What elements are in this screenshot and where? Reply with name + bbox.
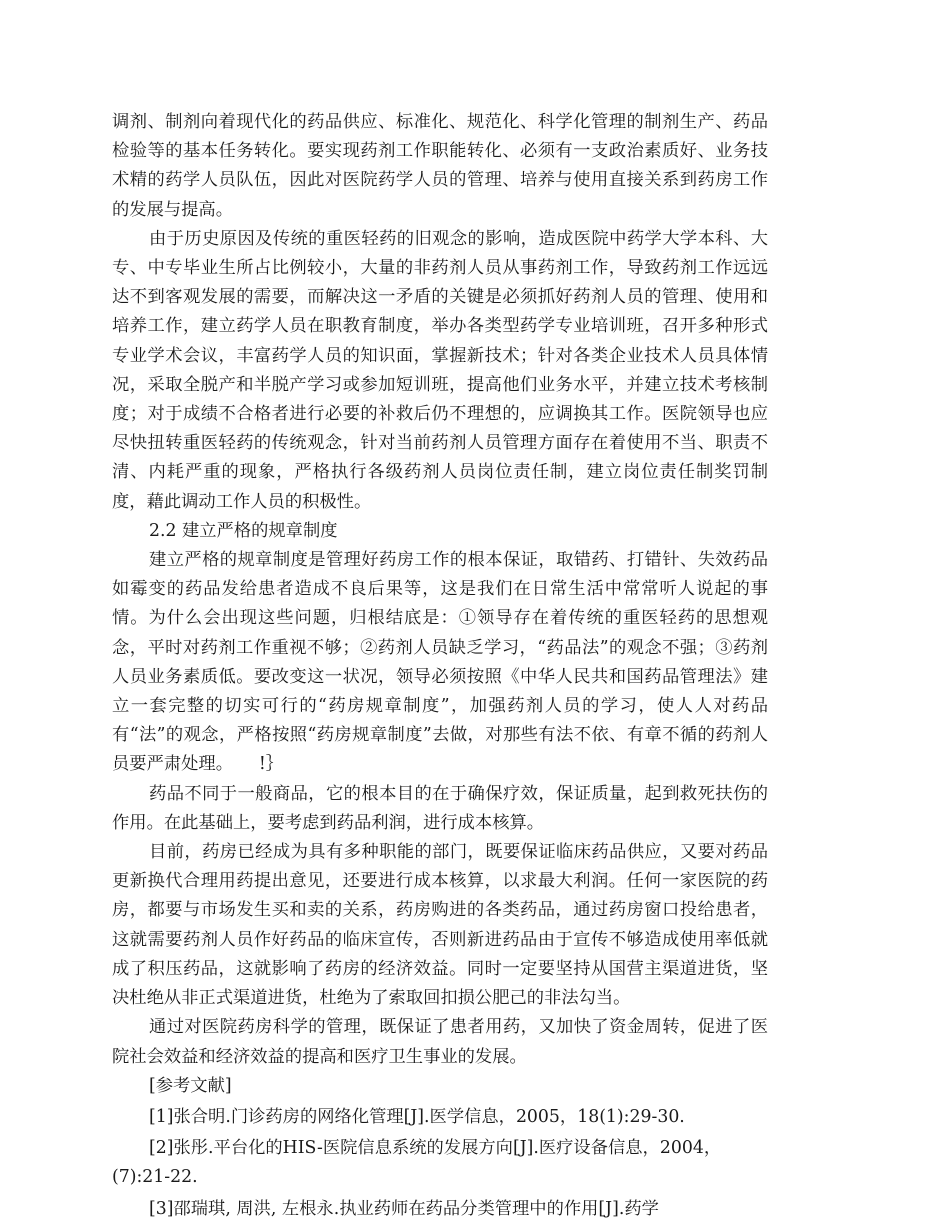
paragraph-drug-purpose: 药品不同于一般商品，它的根本目的在于确保疗效，保证质量，起到救死扶伤的作用。在此基础上，要考虑到药品利润，进行成本核算。 — [112, 783, 768, 833]
paragraph-staff-training: 由于历史原因及传统的重医轻药的旧观念的影响，造成医院中药学大学本科、大专、中专毕业生所占比例较小，大量的非药剂人员从事药剂工作，导致药剂工作远远达不到客观发展的需要，而解决这一矛盾的关键是必须抓好药剂人员的管理、使用和培养工作，建立药学人员在职教育制度，举办各类型药学专业培训班，召开多种形式专业学术会议，丰富药学人员的知识面，掌握新技术；针对各类企业技术人员具体情况，采取全脱产和半脱产学习或参加短训班，提高他们业务水平，并建立技术考核制度；对于成绩不合格者进行必要的补救后仍不理想的，应调换其工作。医院领导也应尽快扭转重医轻药的传统观念，针对当前药剂人员管理方面存在着使用不当、职责不清、内耗严重的现象，严格执行各级药剂人员岗位责任制，建立岗位责任制奖罚制度，藉此调动工作人员的积极性。 — [112, 228, 768, 512]
reference-item: [3]邵瑞琪, 周洪, 左根永.执业药师在药品分类管理中的作用[J].药学 — [149, 1198, 659, 1219]
section-heading: 2.2 建立严格的规章制度 — [149, 520, 338, 541]
paragraph-conclusion: 通过对医院药房科学的管理，既保证了患者用药，又加快了资金周转，促进了医院社会效益和经济效益的提高和医疗卫生事业的发展。 — [112, 1017, 768, 1067]
paragraph-pharmacy-functions: 目前，药房已经成为具有多种职能的部门，既要保证临床药品供应，又要对药品更新换代合理用药提出意见，还要进行成本核算，以求最大利润。任何一家医院的药房，都要与市场发生买和卖的关系，药房购进的各类药品，通过药房窗口投给患者，这就需要药剂人员作好药品的临床宣传，否则新进药品由于宣传不够造成使用率低就成了积压药品，这就影响了药房的经济效益。同时一定要坚持从国营主渠道进货，坚决杜绝从非正式渠道进货，杜绝为了索取回扣损公肥己的非法勾当。 — [112, 842, 768, 1009]
reference-item: [1]张合明.门诊药房的网络化管理[J].医学信息，2005，18(1):29-30. — [149, 1106, 685, 1127]
references-heading: [参考文献] — [149, 1075, 232, 1096]
paragraph-intro-continuation: 调剂、制剂向着现代化的药品供应、标准化、规范化、科学化管理的制剂生产、药品检验等的基本任务转化。要实现药剂工作职能转化、必须有一支政治素质好、业务技术精的药学人员队伍，因此对医院药学人员的管理、培养与使用直接关系到药房工作的发展与提高。 — [112, 112, 768, 220]
document-page — [112, 108, 768, 1224]
paragraph-regulations: 建立严格的规章制度是管理好药房工作的根本保证，取错药、打错针、失效药品如霉变的药品发给患者造成不良后果等，这是我们在日常生活中常常听人说起的事情。为什么会出现这些问题，归根结底是：①领导存在着传统的重医轻药的思想观念，平时对药剂工作重视不够；②药剂人员缺乏学习，“药品法”的观念不强；③药剂人员业务素质低。要改变这一状况，领导必须按照《中华人民共和国药品管理法》建立一套完整的切实可行的“药房规章制度”，加强药剂人员的学习，使人人对药品有“法”的观念，严格按照“药房规章制度”去做，对那些有法不依、有章不循的药剂人员要严肃处理。 !｝ — [112, 550, 768, 775]
reference-item: [2]张彤.平台化的HIS-医院信息系统的发展方向[J].医疗设备信息，2004，(7):21-22. — [112, 1138, 722, 1188]
